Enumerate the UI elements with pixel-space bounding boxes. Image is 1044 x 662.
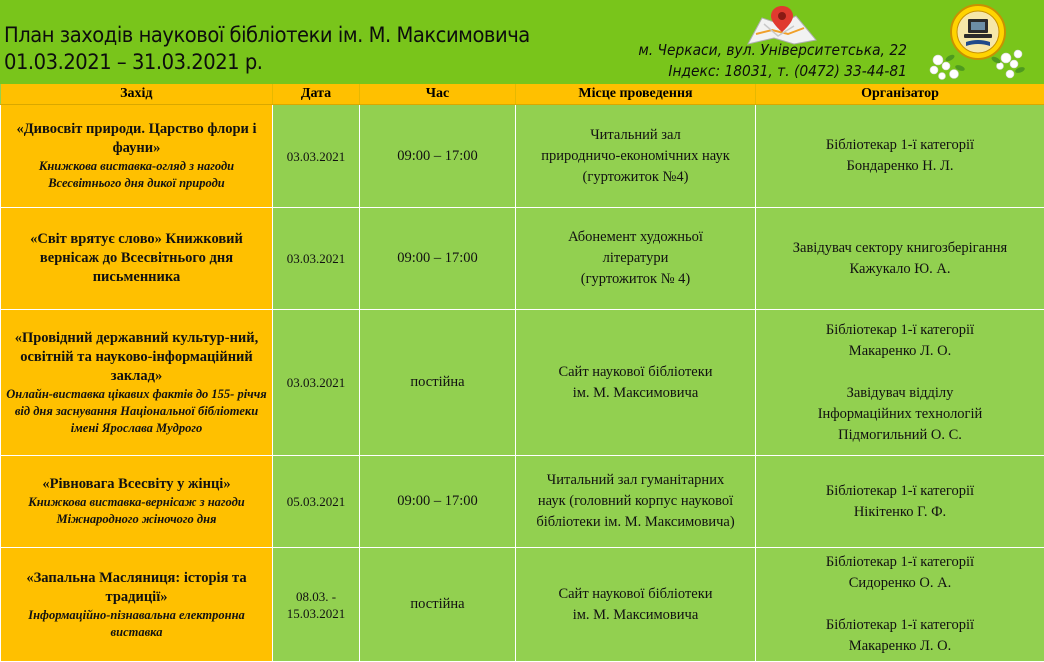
page-title — [4, 22, 530, 76]
table-row — [1, 456, 1044, 548]
organizer-spacer — [759, 594, 1041, 615]
place-line: літератури — [519, 248, 752, 269]
organizer-spacer — [759, 362, 1041, 383]
event-title: «Світ врятує слово» Книжковий вернісаж до Всесвітнього дня письменника — [4, 230, 269, 287]
organizer-line: Бібліотекар 1-ї категорії — [759, 615, 1041, 636]
time-cell: постійна — [360, 310, 516, 456]
date-cell: 03.03.2021 — [273, 310, 360, 456]
organizer-line: Бібліотекар 1-ї категорії — [759, 552, 1041, 573]
library-logo-icon — [926, 2, 1026, 82]
title-line-2: 01.03.2021 – 31.03.2021 р. — [4, 49, 530, 76]
column-header-organizer: Організатор — [756, 84, 1044, 105]
organizer-cell — [756, 105, 1044, 208]
time-cell: 09:00 – 17:00 — [360, 208, 516, 310]
column-header-place: Місце проведення — [516, 84, 756, 105]
address-line-1: м. Черкаси, вул. Університетська, 22 — [638, 40, 907, 61]
place-line: природничо-економічних наук — [519, 146, 752, 167]
header-banner — [0, 0, 1044, 84]
place-cell — [516, 310, 756, 456]
events-table — [0, 84, 1044, 662]
organizer-cell — [756, 456, 1044, 548]
place-cell — [516, 548, 756, 662]
organizer-cell — [756, 310, 1044, 456]
time-cell: постійна — [360, 548, 516, 662]
column-header-date: Дата — [273, 84, 360, 105]
event-title: «Рівновага Всесвіту у жінці» — [4, 475, 269, 494]
place-line: Сайт наукової бібліотеки — [519, 362, 752, 383]
table-row — [1, 548, 1044, 662]
date-cell: 03.03.2021 — [273, 208, 360, 310]
place-line: Читальний зал — [519, 125, 752, 146]
place-cell — [516, 105, 756, 208]
place-line: Читальний зал гуманітарних — [519, 470, 752, 491]
organizer-line: Бібліотекар 1-ї категорії — [759, 320, 1041, 341]
event-cell — [1, 310, 273, 456]
organizer-line: Завідувач відділу — [759, 383, 1041, 404]
title-line-1: План заходів наукової бібліотеки ім. М. Максимовича — [4, 22, 530, 49]
event-cell — [1, 456, 273, 548]
date-cell: 03.03.2021 — [273, 105, 360, 208]
place-cell — [516, 456, 756, 548]
time-cell: 09:00 – 17:00 — [360, 105, 516, 208]
table-row — [1, 105, 1044, 208]
organizer-line: Макаренко Л. О. — [759, 636, 1041, 657]
organizer-line: Макаренко Л. О. — [759, 341, 1041, 362]
place-cell — [516, 208, 756, 310]
event-cell — [1, 208, 273, 310]
event-cell — [1, 105, 273, 208]
time-cell: 09:00 – 17:00 — [360, 456, 516, 548]
address-line-2: Індекс: 18031, т. (0472) 33-44-81 — [638, 61, 907, 82]
organizer-line: Сидоренко О. А. — [759, 573, 1041, 594]
organizer-cell — [756, 208, 1044, 310]
column-header-event: Захід — [1, 84, 273, 105]
event-cell — [1, 548, 273, 662]
event-title: «Запальна Масляниця: історія та традиції» — [4, 569, 269, 607]
event-description: Онлайн-виставка цікавих фактів до 155- річчя від дня заснування Національної бібліотеки імені Ярослава Мудрого — [4, 386, 269, 437]
place-line: (гуртожиток № 4) — [519, 269, 752, 290]
event-description: Книжкова виставка-огляд з нагоди Всесвітнього дня дикої природи — [4, 158, 269, 192]
place-line: бібліотеки ім. М. Максимовича) — [519, 512, 752, 533]
table-header-row — [1, 84, 1044, 105]
place-line: Сайт наукової бібліотеки — [519, 584, 752, 605]
table-row — [1, 208, 1044, 310]
contact-address — [638, 40, 907, 82]
table-row — [1, 310, 1044, 456]
column-header-time: Час — [360, 84, 516, 105]
place-line: ім. М. Максимовича — [519, 605, 752, 626]
event-description: Інформаційно-пізнавальна електронна виставка — [4, 607, 269, 641]
organizer-line: Бондаренко Н. Л. — [759, 156, 1041, 177]
event-description: Книжкова виставка-вернісаж з нагоди Міжнародного жіночого дня — [4, 494, 269, 528]
organizer-line: Завідувач сектору книгозберігання — [759, 238, 1041, 259]
organizer-cell — [756, 548, 1044, 662]
organizer-line: Кажукало Ю. А. — [759, 259, 1041, 280]
date-cell: 08.03. - 15.03.2021 — [273, 548, 360, 662]
date-cell: 05.03.2021 — [273, 456, 360, 548]
place-line: Абонемент художньої — [519, 227, 752, 248]
organizer-line: Бібліотекар 1-ї категорії — [759, 481, 1041, 502]
event-title: «Провідний державний культур-ний, освітній та науково-інформаційний заклад» — [4, 329, 269, 386]
organizer-line: Інформаційних технологій — [759, 404, 1041, 425]
event-title: «Дивосвіт природи. Царство флори і фауни» — [4, 120, 269, 158]
organizer-line: Підмогильний О. С. — [759, 425, 1041, 446]
place-line: ім. М. Максимовича — [519, 383, 752, 404]
place-line: (гуртожиток №4) — [519, 167, 752, 188]
place-line: наук (головний корпус наукової — [519, 491, 752, 512]
organizer-line: Бібліотекар 1-ї категорії — [759, 135, 1041, 156]
organizer-line: Нікітенко Г. Ф. — [759, 502, 1041, 523]
